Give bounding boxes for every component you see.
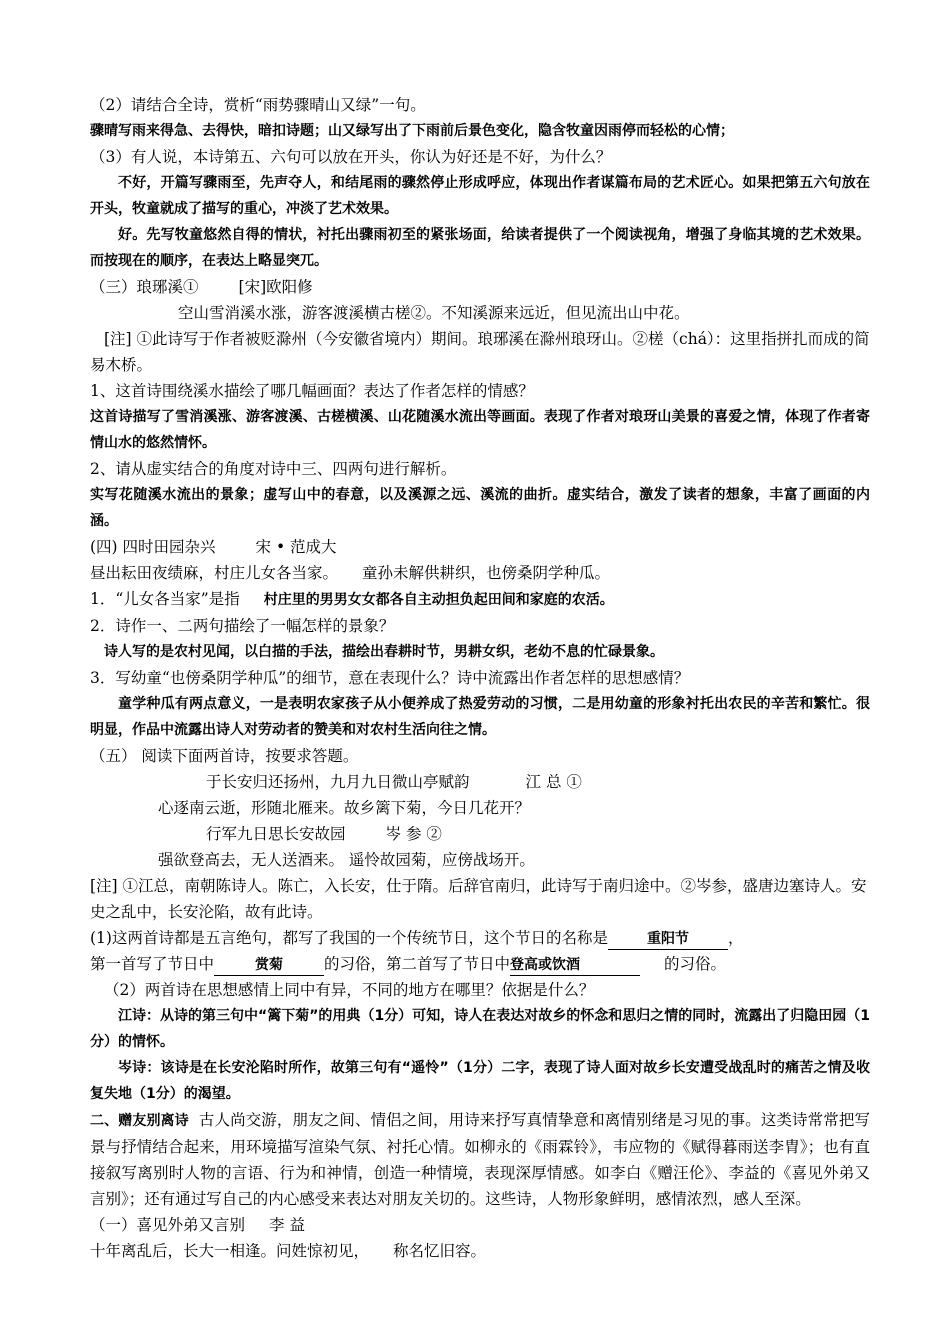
- section5-poem1-text: 心逐南云逝，形随北雁来。故乡篱下菊，今日几花开？: [158, 799, 531, 817]
- q3-answer-b: 好。先写牧童悠然自得的情状，衬托出骤雨初至的紧张场面，给读者提供了一个阅读视角，增强了身临其境的艺术效果。而按现在的顺序，在表达上略显突兀。: [90, 227, 870, 269]
- section4-title: (四) 四时田园杂兴: [90, 538, 216, 556]
- section5-question2: （2）两首诗在思想感情上同中有异，不同的地方在哪里？依据是什么？: [104, 981, 595, 999]
- section5-question1-line1: [90, 925, 870, 951]
- section4-question3: 3．写幼童“也傍桑阴学种瓜”的细节，意在表现什么？诗中流露出作者怎样的思想感情？: [90, 669, 690, 687]
- section2-poem1-text-a: 十年离乱后，长大一相逢。问姓惊初见，: [90, 1242, 370, 1260]
- section5-poem1-title: 于长安归还扬州，九月九日微山亭赋韵: [206, 773, 470, 791]
- section3-poem: 空山雪消溪水涨，游客渡溪横古槎②。不知溪源来远近，但见流出山中花。: [178, 304, 690, 322]
- section2-intro: [90, 1107, 870, 1212]
- section2-poem1-text-b: 称名忆旧容。: [393, 1242, 487, 1260]
- section3-answer1: 这首诗描写了雪消溪涨、游客渡溪、古槎横溪、山花随溪水流出等画面。表现了作者对琅玡山美景的喜爱之情，体现了作者寄情山水的悠然情怀。: [90, 409, 870, 451]
- section4-question1-line: [90, 586, 870, 613]
- section5-question1-text-e: 的习俗。: [664, 955, 727, 973]
- section4-answer3: 童学种瓜有两点意义，一是表明农家孩子从小便养成了热爱劳动的习惯，二是用幼童的形象衬托出农民的辛苦和繁忙。很明显，作品中流露出诗人对劳动者的赞美和对农村生活向往之情。: [90, 696, 870, 738]
- section5-poem1-author: 江 总 ①: [525, 773, 582, 791]
- section5-poem1-title-line: [90, 769, 870, 795]
- custom1-answer-blank: 赏菊: [214, 955, 324, 976]
- section5-question1-text-b: ，: [727, 929, 744, 947]
- section3-answer2: 实写花随溪水流出的景象；虚写山中的春意，以及溪源之远、溪流的曲折。虚实结合，激发了读者的想象，丰富了画面的内涵。: [90, 487, 870, 529]
- section5-question1-text-a: (1)这两首诗都是五言绝句，都写了我国的一个传统节日，这个节日的名称是: [90, 929, 608, 947]
- section5-note: [注] ①江总，南朝陈诗人。陈亡，入长安，仕于隋。后辞官南归，此诗写于南归途中。②岑参，盛唐边塞诗人。安史之乱中，长安沦陷，故有此诗。: [90, 877, 867, 921]
- section4-answer1: 村庄里的男男女女都各自主动担负起田间和家庭的农活。: [263, 592, 614, 608]
- section3-title: （三）琅琊溪①: [90, 278, 199, 296]
- section5-poem2-title-line: [90, 821, 870, 847]
- section5-answer-cen: 岑诗：该诗是在长安沦陷时所作，故第三句有“遥怜”（1分）二字，表现了诗人面对故乡长安遭受战乱时的痛苦之情及收复失地（1分）的渴望。: [90, 1060, 870, 1102]
- q2-answer: 骤晴写雨来得急、去得快，暗扣诗题；山又绿写出了下雨前后景色变化，隐含牧童因雨停而轻松的心情；: [90, 123, 734, 139]
- section2-poem1-author: 李 益: [269, 1216, 305, 1234]
- section5-title: （五） 阅读下面两首诗，按要求答题。: [90, 747, 359, 765]
- section2-poem1-title-line: [90, 1212, 870, 1238]
- section5-question1-text-d: 的习俗，第二首写了节日中: [324, 955, 511, 973]
- section4-question1: 1．“儿女各当家”是指: [90, 590, 240, 608]
- custom2-answer-blank: 登高或饮酒: [510, 955, 640, 976]
- section3-author: [宋]欧阳修: [238, 278, 313, 296]
- section4-answer2: 诗人写的是农村见闻，以白描的手法，描绘出春耕时节，男耕女织，老幼不息的忙碌景象。: [104, 644, 664, 660]
- section5-answer-jiang: 江诗：从诗的第三句中“篱下菊”的用典（1分）可知，诗人在表达对故乡的怀念和思归之情的同时，流露出了归隐田园（1分）的情怀。: [90, 1008, 870, 1050]
- q3-answer-a: 不好，开篇写骤雨至，先声夺人，和结尾雨的骤然停止形成呼应，体现出作者谋篇布局的艺术匠心。如果把第五六句放在开头，牧童就成了描写的重心，冲淡了艺术效果。: [90, 175, 870, 217]
- section2-heading: 二、赠友别离诗: [90, 1113, 189, 1129]
- section4-title-line: [90, 534, 870, 560]
- section4-poem-line-a: 昼出耘田夜绩麻，村庄儿女各当家。: [90, 564, 339, 582]
- section5-poem2-title: 行军九日思长安故园: [206, 825, 346, 843]
- section5-poem2-text: 强欲登高去，无人送酒来。 遥怜故园菊，应傍战场开。: [158, 851, 535, 869]
- section5-question1-text-c: 第一首写了节日中: [90, 955, 215, 973]
- section2-poem1-text: [90, 1238, 870, 1264]
- q2-prompt: （2）请结合全诗，赏析“雨势骤晴山又绿”一句。: [90, 96, 426, 114]
- section4-author: 宋 • 范成大: [255, 538, 337, 556]
- section3-question1: 1、这首诗围绕溪水描绘了哪几幅画面？表达了作者怎样的情感？: [90, 382, 534, 400]
- section5-question1-line2: [90, 951, 870, 977]
- section4-poem: [90, 560, 870, 586]
- section4-poem-line-b: 童孙未解供耕织，也傍桑阴学种瓜。: [362, 564, 611, 582]
- section2-poem1-title: （一）喜见外弟又言别: [90, 1216, 246, 1234]
- q3-prompt: （3）有人说，本诗第五、六句可以放在开头，你认为好还是不好，为什么？: [90, 148, 612, 166]
- section4-question2: 2．诗作一、二两句描绘了一幅怎样的景象？: [90, 617, 395, 635]
- section3-note: [注] ①此诗写于作者被贬滁州（今安徽省境内）期间。琅琊溪在滁州琅玡山。②槎（chá）：这里指拼扎而成的简易木桥。: [90, 330, 870, 374]
- festival-answer-blank: 重阳节: [608, 929, 728, 950]
- document-page: [90, 92, 870, 1264]
- section2-text: 古人尚交游，朋友之间、情侣之间，用诗来抒写真情挚意和离情别绪是习见的事。这类诗常常把写景与抒情结合起来，用环境描写渲染气氛、衬托心情。如柳永的《雨霖铃》，韦应物的《赋得暮雨送李胄》；也有直接叙写离别时人物的言语、行为和神情，创造一种情境，表现深厚情感。如李白《赠汪伦》、李益的《喜见外弟又言别》；还有通过写自己的内心感受来表达对朋友关切的。这些诗，人物形象鲜明，感情浓烈，感人至深。: [90, 1111, 870, 1208]
- section5-poem2-author: 岑 参 ②: [385, 825, 442, 843]
- section3-question2: 2、请从虚实结合的角度对诗中三、四两句进行解析。: [90, 460, 457, 478]
- section3-title-line: [90, 274, 870, 300]
